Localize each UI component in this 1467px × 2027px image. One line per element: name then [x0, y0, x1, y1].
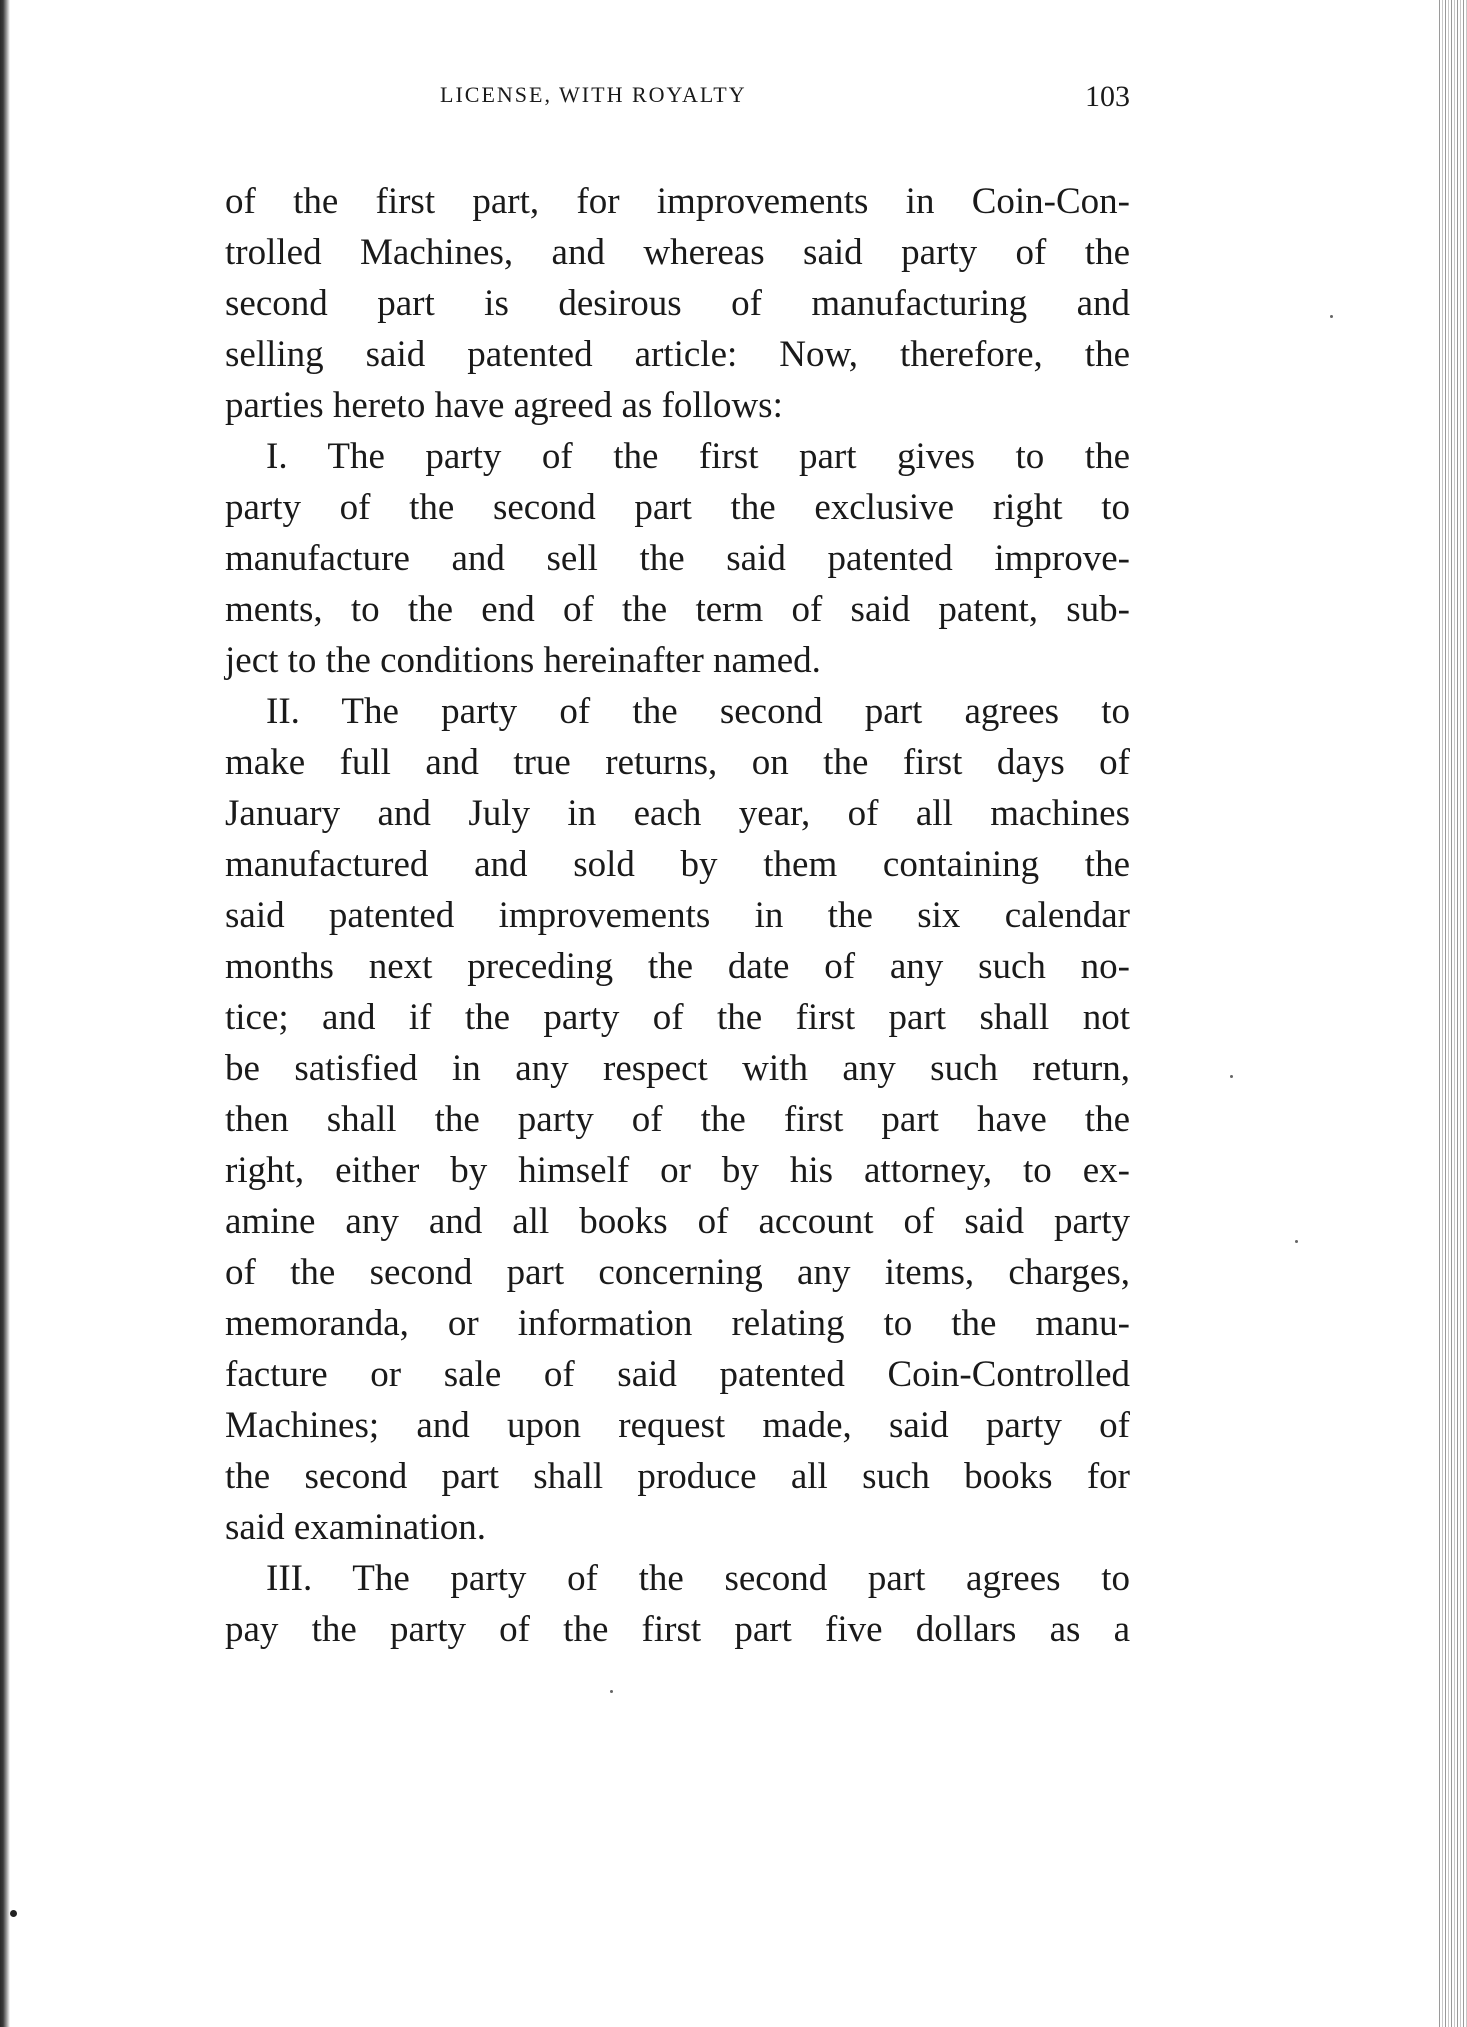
text-line: of the first part, for improvements in Coin-Con- — [225, 181, 1130, 222]
text-line: ject to the conditions hereinafter named. — [225, 640, 821, 681]
text-line: III. The party of the second part agrees to — [266, 1558, 1130, 1599]
paragraph — [225, 686, 1130, 1553]
text-line: manufactured and sold by them containing the — [225, 844, 1130, 885]
text-line: then shall the party of the first part have the — [225, 1099, 1130, 1140]
paragraph — [225, 176, 1130, 431]
paragraph — [225, 431, 1130, 686]
text-line: months next preceding the date of any such no- — [225, 946, 1130, 987]
text-line: tice; and if the party of the first part shall not — [225, 997, 1130, 1038]
binding-edge — [0, 0, 10, 2027]
text-line: facture or sale of said patented Coin-Controlled — [225, 1354, 1130, 1395]
scan-speck — [10, 1910, 17, 1917]
text-line: amine any and all books of account of said party — [225, 1201, 1130, 1242]
text-line: said patented improvements in the six calendar — [225, 895, 1130, 936]
page-edge — [1437, 0, 1467, 2027]
text-line: make full and true returns, on the first days of — [225, 742, 1130, 783]
text-line: right, either by himself or by his attorney, to ex- — [225, 1150, 1130, 1191]
scan-speck — [1295, 1240, 1298, 1243]
text-line: Machines; and upon request made, said party of — [225, 1405, 1130, 1446]
text-line: of the second part concerning any items, charges, — [225, 1252, 1130, 1293]
text-line: II. The party of the second part agrees to — [266, 691, 1130, 732]
text-line: ments, to the end of the term of said patent, sub- — [225, 589, 1130, 630]
text-line: pay the party of the first part five dollars as a — [225, 1609, 1130, 1650]
running-head — [225, 82, 1130, 122]
text-line: manufacture and sell the said patented improve- — [225, 538, 1130, 579]
text-line: be satisfied in any respect with any such return, — [225, 1048, 1130, 1089]
text-line: parties hereto have agreed as follows: — [225, 385, 783, 426]
running-title: LICENSE, WITH ROYALTY — [440, 82, 747, 107]
text-line: the second part shall produce all such books for — [225, 1456, 1130, 1497]
text-line: I. The party of the first part gives to the — [266, 436, 1130, 477]
scan-speck — [1230, 1075, 1233, 1078]
body-text — [225, 176, 1130, 1655]
scan-speck — [1330, 315, 1333, 318]
text-line: trolled Machines, and whereas said party of the — [225, 232, 1130, 273]
text-line: memoranda, or information relating to the manu- — [225, 1303, 1130, 1344]
text-line: party of the second part the exclusive right to — [225, 487, 1130, 528]
text-line: January and July in each year, of all machines — [225, 793, 1130, 834]
text-line: second part is desirous of manufacturing and — [225, 283, 1130, 324]
page-number: 103 — [1085, 80, 1130, 113]
scan-speck — [610, 1690, 613, 1693]
paragraph — [225, 1553, 1130, 1655]
text-line: said examination. — [225, 1507, 486, 1548]
text-line: selling said patented article: Now, therefore, the — [225, 334, 1130, 375]
